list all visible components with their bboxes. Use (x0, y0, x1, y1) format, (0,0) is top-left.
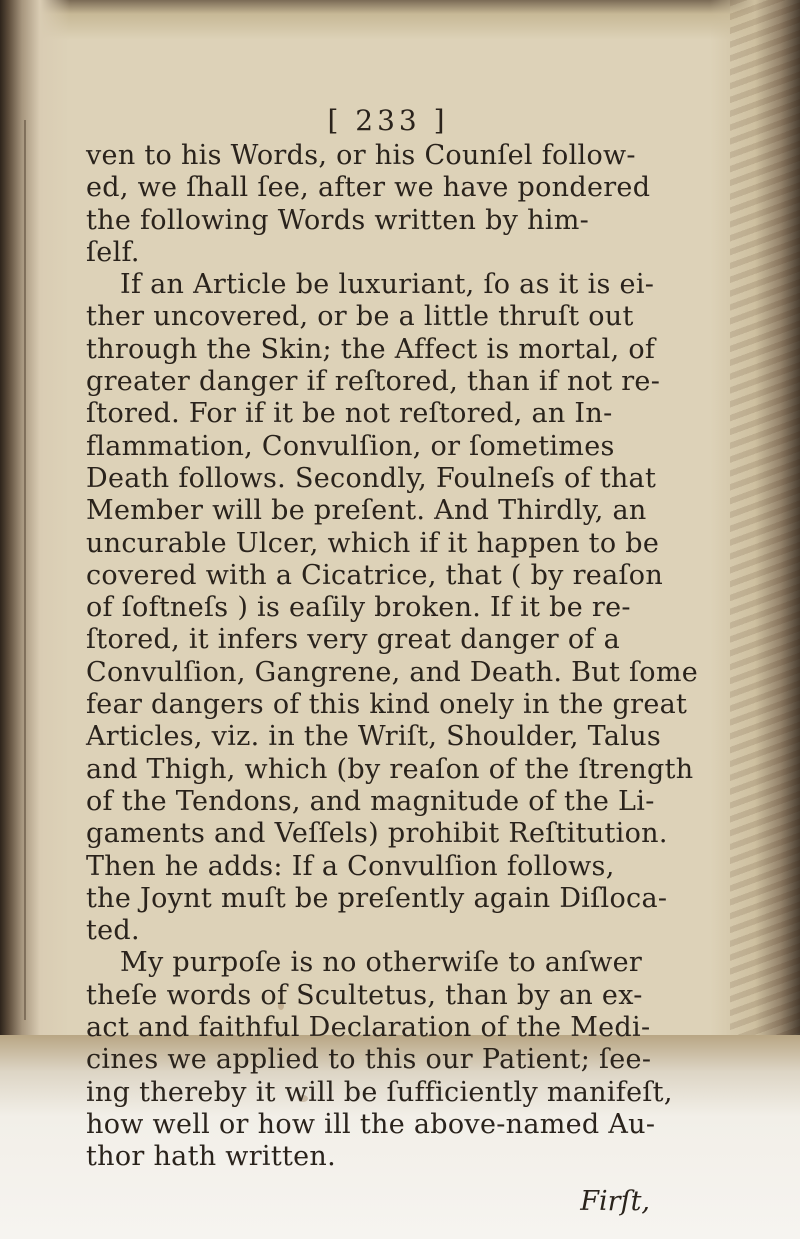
text-line: ted. (86, 915, 140, 947)
text-line: ſtored, it infers very great danger of a (86, 624, 620, 656)
text-line: how well or how ill the above-named Au- (86, 1108, 656, 1140)
text-line: Articles, viz. in the Wriſt, Shoulder, Talus (86, 721, 662, 753)
text-line: ing thereby it will be ſufficiently manifeſt, (86, 1076, 673, 1108)
text-line: Then he adds: If a Convulſion follows, (86, 850, 615, 882)
page-number: [ 233 ] (327, 104, 449, 137)
page-text-block (86, 104, 699, 1222)
text-line: cines we applied to this our Patient; ſee- (86, 1044, 652, 1076)
text-line: ed, we ſhall ſee, after we have pondered (86, 172, 651, 204)
catchword: Firſt, (580, 1185, 650, 1217)
text-line: through the Skin; the Affect is mortal, of (86, 333, 656, 365)
text-line: act and faithful Declaration of the Medi- (86, 1012, 651, 1044)
text-line: Death follows. Secondly, Foulneſs of that (86, 462, 657, 494)
text-line: ſtored. For if it be not reſtored, an In- (86, 398, 613, 430)
text-line: uncurable Ulcer, which if it happen to be (86, 527, 660, 559)
text-line: of the Tendons, and magnitude of the Li- (86, 785, 655, 817)
text-line: flammation, Convulſion, or ſometimes (86, 430, 615, 462)
text-line: fear dangers of this kind onely in the great (86, 689, 688, 721)
text-line: My purpoſe is no otherwiſe to anſwer (120, 947, 643, 979)
text-line: Convulſion, Gangrene, and Death. But ſome (86, 656, 699, 688)
binding-gutter (24, 120, 34, 1020)
text-line: of ſoftneſs ) is eaſily broken. If it be re- (86, 592, 631, 624)
text-line: the Joynt muſt be preſently again Diſloca- (86, 882, 668, 914)
text-line: greater danger if reſtored, than if not re- (86, 366, 661, 398)
text-line: covered with a Cicatrice, that ( by reaſon (86, 559, 664, 591)
text-line: and Thigh, which (by reaſon of the ſtrength (86, 753, 694, 785)
text-line: the following Words written by him- (86, 204, 590, 236)
text-line: ther uncovered, or be a little thruſt out (86, 301, 634, 333)
text-line: ſelf. (86, 236, 140, 268)
text-line: thor hath written. (86, 1141, 336, 1173)
text-line: gaments and Veſſels) prohibit Reſtitution. (86, 818, 668, 850)
text-line: theſe words of Scultetus, than by an ex- (86, 979, 643, 1011)
body-text (86, 140, 699, 1174)
text-line: If an Article be luxuriant, ſo as it is ei- (120, 269, 655, 301)
text-line: ven to his Words, or his Counſel follow- (86, 140, 636, 171)
text-line: Member will be preſent. And Thirdly, an (86, 495, 647, 527)
